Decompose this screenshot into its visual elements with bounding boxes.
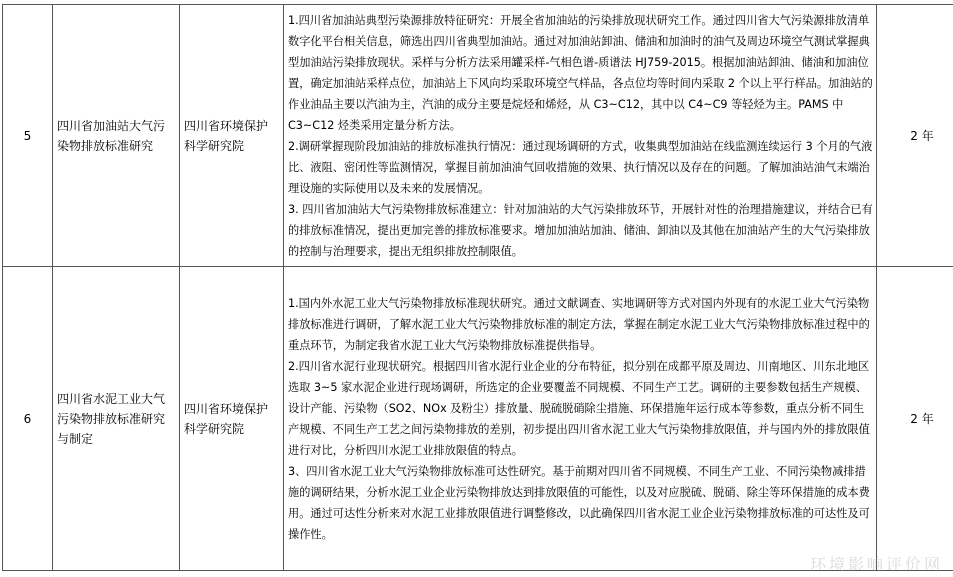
content-paragraph: 2.调研掌握现阶段加油站的排放标准执行情况：通过现场调研的方式，收集典型加油站在线监测连续运行 3 个月的气液比、液阻、密闭性等监测情况，掌握目前加油油气回收措施的效果、执行情况以及存在的问题。了解加油站油气末端治理设施的实际使用以及未来的发展情况。 xyxy=(288,139,873,195)
content-paragraph: 3、四川省水泥工业大气污染物排放标准可达性研究。基于前期对四川省不同规模、不同生产工业、不同污染物减排措施的调研结果，分析水泥工业企业污染物排放达到排放限值的可能性，以及对应脱硫、脱硝、除尘等环保措施的成本费用。通过可达性分析来对水泥工业排放限值进行调整修改，以此确保四川省水泥工业企业污染物排放标准的可达性及可操作性。 xyxy=(288,464,870,541)
watermark: 环境影响评价网 xyxy=(809,555,943,574)
project-name: 四川省水泥工业大气污染物排放标准研究与制定 xyxy=(53,267,180,571)
research-content xyxy=(284,5,877,267)
content-paragraph: 2.四川省水泥行业现状研究。根据四川省水泥行业企业的分布特征，拟分别在成都平原及周边、川南地区、川东北地区选取 3~5 家水泥企业进行现场调研，所选定的企业要覆盖不同规模、不同生产工艺。调研的主要参数包括生产规模、设计产能、污染物（SO2、NOx 及粉尘）排放量、脱硫脱硝除尘措施、环保措施年运行成本等参数，重点分析不同生产规模、不同生产工艺之间污染物排放的差别，初步提出四川省水泥工业大气污染物排放限值，并与国内外的排放限值进行对比，分析四川水泥工业排放限值的特点。 xyxy=(288,359,870,457)
content-paragraph: 3. 四川省加油站大气污染物排放标准建立：针对加油站的大气污染排放环节，开展针对性的治理措施建议，并结合已有的排放标准情况，提出更加完善的排放标准要求。增加加油站加油、储油、卸油以及其他在加油站产生的大气污染排放的控制与治理要求，提出无组织排放控制限值。 xyxy=(288,202,873,258)
research-content xyxy=(284,267,877,571)
table-row xyxy=(3,267,953,571)
duration: 2 年 xyxy=(877,267,953,571)
organization: 四川省环境保护科学研究院 xyxy=(180,267,284,571)
row-number: 6 xyxy=(3,267,53,571)
organization: 四川省环境保护科学研究院 xyxy=(180,5,284,267)
project-name: 四川省加油站大气污染物排放标准研究 xyxy=(53,5,180,267)
project-table xyxy=(2,4,953,571)
content-paragraph: 1.四川省加油站典型污染源排放特征研究：开展全省加油站的污染排放现状研究工作。通过四川省大气污染源排放清单数字化平台相关信息，筛选出四川省典型加油站。通过对加油站卸油、储油和加油时的油气及周边环境空气测试掌握典型加油站污染排放现状。采样与分析方法采用罐采样-气相色谱-质谱法 HJ759-2015。根据加油站卸油、储油和加油位置，确定加油站采样点位，加油站上下风向均采取环境空气样品，各点位均等时间内采取 2 个以上平行样品。加油站的作业油品主要以汽油为主，汽油的成分主要是烷烃和烯烃，从 C3~C12，其中以 C4~C9 等轻烃为主。PAMS 中 C3~C12 烃类采用定量分析方法。 xyxy=(288,13,873,132)
duration: 2 年 xyxy=(877,5,953,267)
content-paragraph: 1.国内外水泥工业大气污染物排放标准现状研究。通过文献调查、实地调研等方式对国内外现有的水泥工业大气污染物排放标准进行调研，了解水泥工业大气污染物排放标准的制定方法，掌握在制定水泥工业大气污染物排放标准过程中的重点环节，为制定我省水泥工业大气污染物排放标准提供指导。 xyxy=(288,296,870,352)
table-row xyxy=(3,5,953,267)
row-number: 5 xyxy=(3,5,53,267)
